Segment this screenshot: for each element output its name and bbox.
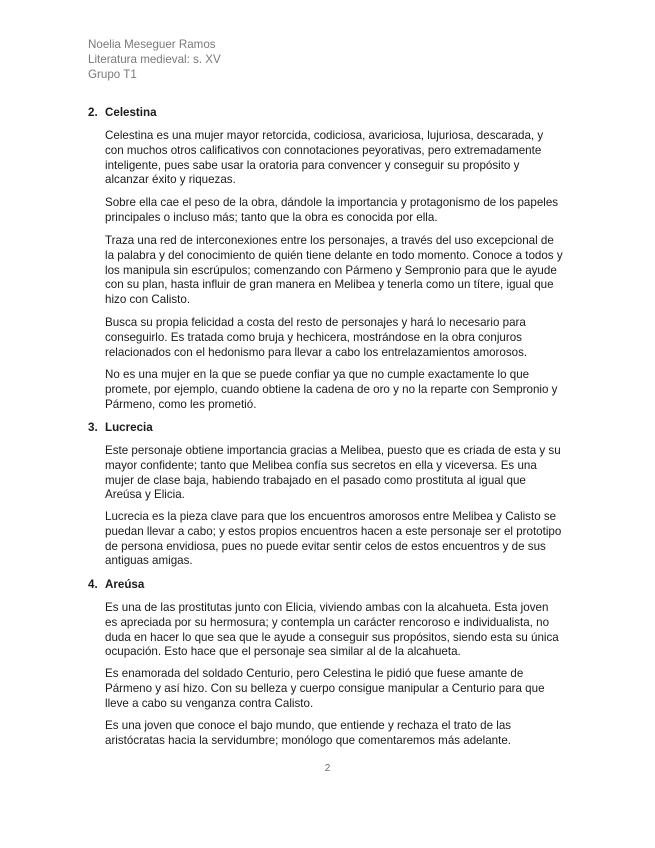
- text-line: aristócratas hacia la servidumbre; monólogo que comentaremos más adelante.: [105, 733, 511, 747]
- text-line: relacionados con el hedonismo para llevar a cabo los entrelazamientos amorosos.: [105, 345, 528, 359]
- section-heading-areusa: [88, 577, 144, 592]
- text-line: mujer de clase baja, habiendo trabajado en el pasado como prostituta al igual que: [105, 473, 526, 487]
- paragraph: [105, 129, 565, 188]
- text-line: alcanzar éxito y riquezas.: [105, 173, 236, 187]
- text-line: de persona envidiosa, pues no puede evitar sentir celos de estos encuentros y de sus: [105, 539, 546, 553]
- text-line: No es una mujer en la que se puede confiar ya que no cumple exactamente lo que: [105, 368, 530, 381]
- text-line: conseguirlo. Es tratada como bruja y hechicera, mostrándose en la obra conjuros: [105, 330, 522, 344]
- section-title: Areúsa: [105, 578, 145, 591]
- text-line: Lucrecia es la pieza clave para que los encuentros amorosos entre Melibea y Calisto se: [105, 510, 557, 523]
- paragraph: [105, 444, 565, 503]
- paragraph: [105, 719, 565, 749]
- text-line: principales o incluso más; tanto que la obra es conocida por ella.: [105, 210, 438, 224]
- paragraph: [105, 316, 565, 360]
- section-title: Celestina: [105, 106, 157, 119]
- text-line: Areúsa y Elicia.: [105, 488, 185, 502]
- paragraph: [105, 234, 565, 308]
- text-line: Es enamorada del soldado Centurio, pero Celestina le pidió que fuese amante de: [105, 667, 524, 680]
- text-line: Sobre ella cae el peso de la obra, dándole la importancia y protagonismo de los papeles: [105, 196, 559, 209]
- text-line: duda en hacer lo que sea que le ayude a conseguir sus propósitos, siendo esta su única: [105, 630, 559, 644]
- paragraph: [105, 667, 565, 711]
- text-line: mayor confidente; tanto que Melibea confía sus secretos en ella y viceversa. Es una: [105, 458, 537, 472]
- text-line: hizo con Calisto.: [105, 293, 191, 307]
- text-line: Traza una red de interconexiones entre los personajes, a través del uso excepcional de: [105, 234, 554, 247]
- paragraph: [105, 510, 565, 569]
- section-number: 2.: [88, 106, 98, 119]
- text-line: puedan llevar a cabo; y estos propios encuentros hacen a este personaje ser el prototipo: [105, 524, 562, 538]
- text-line: lleve a cabo su venganza contra Calisto.: [105, 696, 314, 710]
- page-header: [88, 37, 221, 82]
- paragraph: [105, 368, 565, 412]
- header-course: Literatura medieval: s. XV: [88, 53, 221, 66]
- text-line: Celestina es una mujer mayor retorcida, codiciosa, avariciosa, lujuriosa, descarada, y: [105, 129, 544, 142]
- text-line: con muchos otros calificativos con connotaciones peyorativas, pero extremadamente: [105, 143, 542, 157]
- text-line: ocupación. Esto hace que el personaje sea similar al de la alcahueta.: [105, 645, 461, 659]
- text-line: la palabra y del conocimiento de quién tiene delante en todo momento. Conoce a todos y: [105, 248, 563, 262]
- text-line: promete, por ejemplo, cuando obtiene la cadena de oro y no la reparte con Sempronio y: [105, 382, 558, 396]
- section-heading-celestina: [88, 105, 157, 120]
- section-title: Lucrecia: [105, 421, 153, 434]
- text-line: antiguas amigas.: [105, 554, 193, 568]
- header-group: Grupo T1: [88, 68, 137, 81]
- header-author: Noelia Meseguer Ramos: [88, 38, 216, 51]
- section-heading-lucrecia: [88, 420, 153, 435]
- paragraph: [105, 601, 565, 660]
- text-line: Este personaje obtiene importancia gracias a Melibea, puesto que es criada de esta y su: [105, 444, 561, 457]
- text-line: con su plan, hasta influir de gran manera en Melibea y tenerla como un títere, igual que: [105, 278, 554, 292]
- text-line: Busca su propia felicidad a costa del resto de personajes y hará lo necesario para: [105, 316, 526, 329]
- text-line: es apreciada por su hermosura; y contempla un carácter rencoroso e individualista, no: [105, 615, 550, 629]
- section-number: 3.: [88, 421, 98, 434]
- text-line: Pármeno, como les prometió.: [105, 397, 257, 411]
- text-line: Es una de las prostitutas junto con Elicia, viviendo ambas con la alcahueta. Esta joven: [105, 601, 549, 614]
- text-line: inteligente, pues sabe usar la oratoria para convencer y conseguir su propósito y: [105, 158, 520, 172]
- paragraph: [105, 196, 565, 226]
- page-number: 2: [324, 763, 331, 774]
- text-line: los manipula sin escrúpulos; comenzando con Pármeno y Sempronio para que le ayude: [105, 263, 557, 277]
- text-line: Es una joven que conoce el bajo mundo, que entiende y rechaza el trato de las: [105, 719, 512, 732]
- section-number: 4.: [88, 578, 98, 591]
- text-line: Pármeno y así hizo. Con su belleza y cuerpo consigue manipular a Centurio para que: [105, 681, 545, 695]
